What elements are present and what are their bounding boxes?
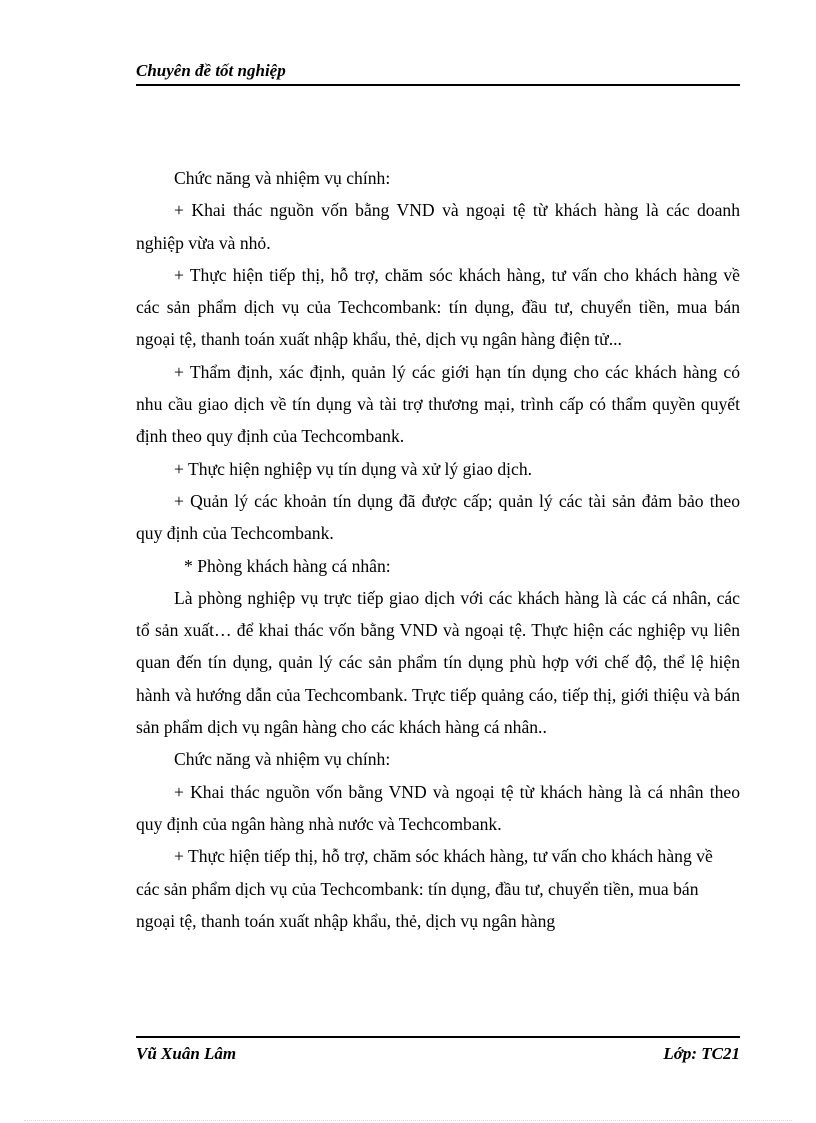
page-footer	[136, 1036, 740, 1065]
paragraph: + Quản lý các khoản tín dụng đã được cấp; quản lý các tài sản đảm bảo theo quy định của Techcombank.	[136, 490, 740, 544]
page-header	[136, 60, 740, 86]
document-body	[136, 162, 740, 937]
section-heading: Chức năng và nhiệm vụ chính:	[174, 749, 391, 770]
paragraph: + Khai thác nguồn vốn bằng VND và ngoại tệ từ khách hàng là các doanh nghiệp vừa và nhỏ.	[136, 200, 740, 253]
header-title: Chuyên đề tốt nghiệp	[136, 61, 286, 80]
paragraph: Là phòng nghiệp vụ trực tiếp giao dịch với các khách hàng là các cá nhân, các tổ sản xuất… để khai thác vốn bằng VND và ngoại tệ. Thực hiện các nghiệp vụ liên quan đến tín dụng, quản lý các sản phẩm tín dụng phù hợp với chế độ, thể lệ hiện hành và hướng dẫn của Techcombank. Trực tiếp quảng cáo, tiếp thị, giới thiệu và bán sản phẩm dịch vụ ngân hàng cho các khách hàng cá nhân..	[136, 587, 740, 738]
paragraph: + Khai thác nguồn vốn bằng VND và ngoại tệ từ khách hàng là cá nhân theo quy định của ngân hàng nhà nước và Techcombank.	[136, 781, 740, 834]
paragraph: + Thẩm định, xác định, quản lý các giới hạn tín dụng cho các khách hàng có nhu cầu giao dịch về tín dụng và tài trợ thương mại, trình cấp có thẩm quyền quyết định theo quy định của Techcombank.	[136, 361, 740, 447]
paragraph: + Thực hiện nghiệp vụ tín dụng và xử lý giao dịch.	[174, 458, 533, 479]
paragraph: + Thực hiện tiếp thị, hỗ trợ, chăm sóc khách hàng, tư vấn cho khách hàng về các sản phẩm dịch vụ của Techcombank: tín dụng, đầu tư, chuyển tiền, mua bán ngoại tệ, thanh toán xuất nhập khẩu, thẻ, dịch vụ ngân hàng điện tử...	[136, 264, 740, 350]
page-bottom-divider	[24, 1120, 792, 1121]
subsection-heading: * Phòng khách hàng cá nhân:	[184, 555, 391, 576]
footer-author: Vũ Xuân Lâm	[136, 1044, 237, 1063]
paragraph: + Thực hiện tiếp thị, hỗ trợ, chăm sóc khách hàng, tư vấn cho khách hàng về các sản phẩm dịch vụ của Techcombank: tín dụng, đầu tư, chuyển tiền, mua bán ngoại tệ, thanh toán xuất nhập khẩu, thẻ, dịch vụ ngân hàng	[136, 846, 713, 931]
section-heading: Chức năng và nhiệm vụ chính:	[174, 168, 391, 188]
footer-class-label: Lớp: TC21	[663, 1044, 740, 1063]
